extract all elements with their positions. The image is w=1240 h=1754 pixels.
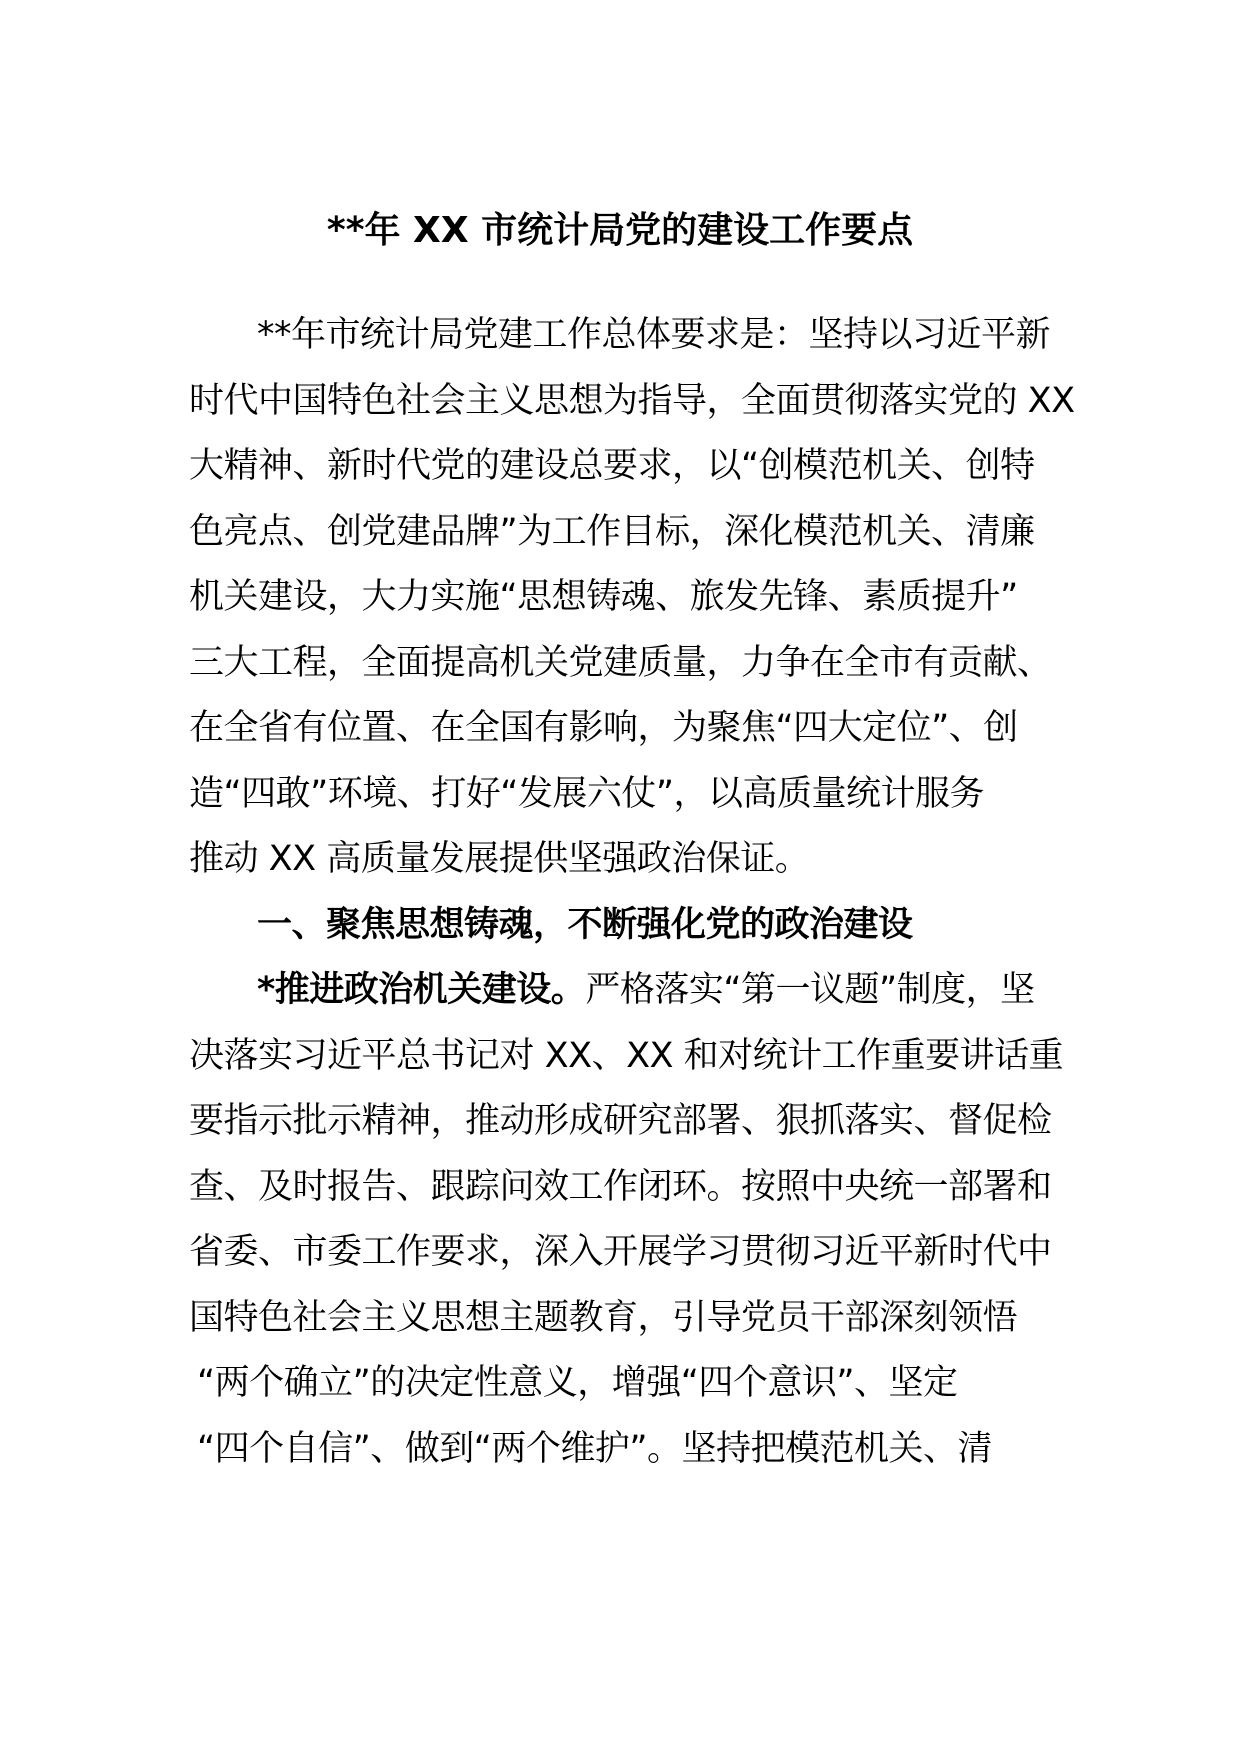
document-title: **年 XX 市统计局党的建设工作要点 — [326, 210, 914, 251]
paragraph-line: 省委、市委工作要求，深入开展学习贯彻习近平新时代中 — [189, 1232, 1052, 1272]
paragraph-line: 大精神、新时代党的建设总要求，以“创模范机关、创特 — [189, 446, 1035, 486]
paragraph-line: 机关建设，大力实施“思想铸魂、旅发先锋、素质提升” — [189, 577, 1018, 617]
section-paragraph — [189, 958, 1064, 1482]
paragraph-line: 时代中国特色社会主义思想为指导，全面贯彻落实党的 XX — [189, 380, 1075, 421]
paragraph-line: **年市统计局党建工作总体要求是：坚持以习近平新 — [257, 315, 1051, 355]
paragraph-line: 国特色社会主义思想主题教育，引导党员干部深刻领悟 — [189, 1297, 1018, 1338]
paragraph-line: 查、及时报告、跟踪问效工作闭环。按照中央统一部署和 — [189, 1166, 1052, 1207]
paragraph-line — [189, 958, 1059, 1024]
paragraph-line: 三大工程，全面提高机关党建质量，力争在全市有贡献、 — [189, 642, 1052, 683]
paragraph-line: 推动 XX 高质量发展提供坚强政治保证。 — [189, 839, 810, 879]
item-lead-bold: *推进政治机关建设。 — [257, 970, 586, 1010]
paragraph-line: 决落实习近平总书记对 XX、XX 和对统计工作重要讲话重 — [189, 1035, 1064, 1076]
paragraph-line: “四个自信”、做到“两个维护”。坚持把模范机关、清 — [197, 1428, 993, 1469]
intro-paragraph — [189, 303, 1075, 893]
document-body — [189, 303, 1075, 1482]
paragraph-line: 色亮点、创党建品牌”为工作目标，深化模范机关、清廉 — [189, 511, 1035, 552]
item-lead-rest: 严格落实“第一议题”制度，坚 — [585, 970, 1035, 1010]
section-heading: 一、聚焦思想铸魂，不断强化党的政治建设 — [257, 904, 913, 945]
paragraph-line: “两个确立”的决定性意义，增强“四个意识”、坚定 — [197, 1363, 958, 1403]
paragraph-line: 要指示批示精神，推动形成研究部署、狠抓落实、督促检 — [189, 1101, 1052, 1141]
paragraph-line: 造“四敢”环境、打好“发展六仗”，以高质量统计服务 — [189, 773, 985, 814]
paragraph-line: 在全省有位置、在全国有影响，为聚焦“四大定位”、创 — [189, 708, 1018, 748]
